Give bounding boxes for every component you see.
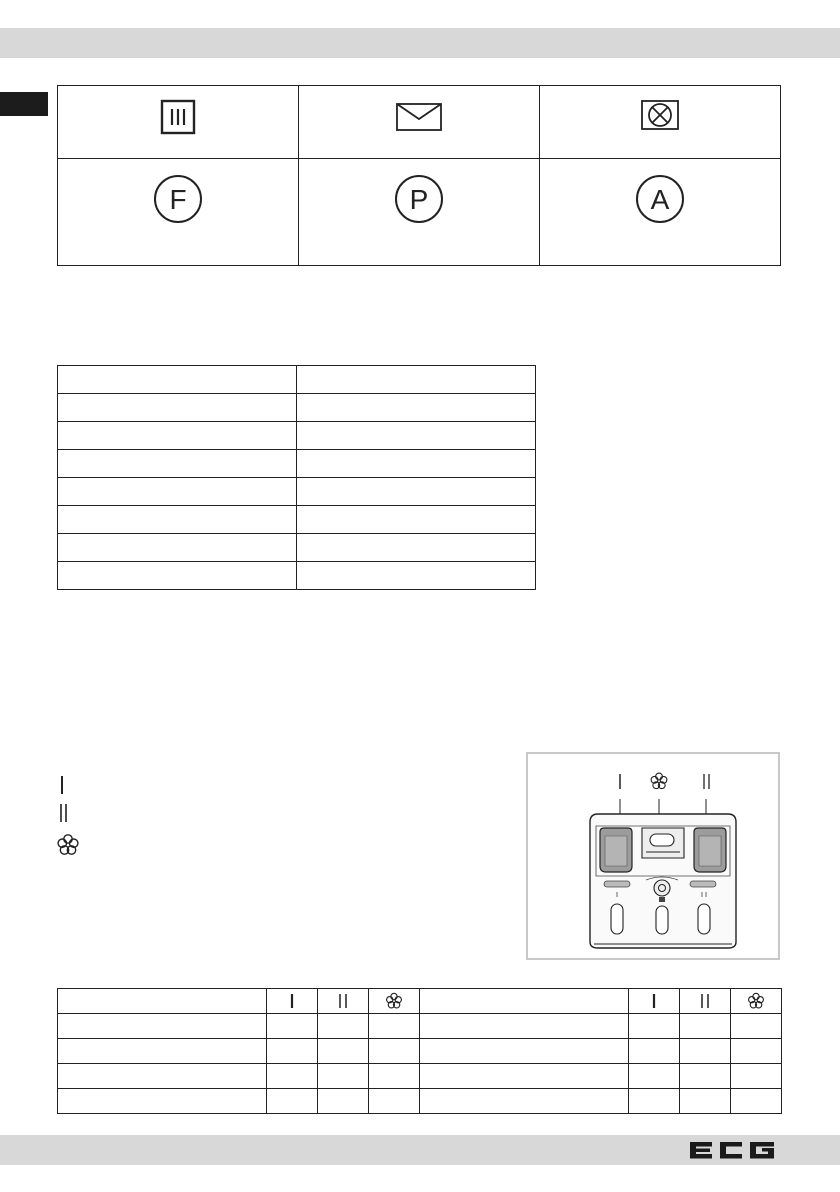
header-bar (0, 28, 840, 58)
table-row (58, 422, 536, 450)
table-header-row (58, 989, 782, 1014)
svg-text:A: A (650, 184, 670, 215)
care-symbols-table (57, 85, 781, 266)
ecg-logo (688, 1138, 776, 1162)
symbol-cell (540, 159, 781, 266)
single-bar-icon (649, 993, 659, 1009)
symbol-cell (299, 159, 540, 266)
double-bar-icon (704, 774, 709, 789)
dispenser-diagram (526, 752, 780, 960)
flower-icon (747, 992, 765, 1010)
table-row (58, 1014, 782, 1039)
table-row (58, 366, 536, 394)
circle-letter-icon (152, 173, 204, 225)
double-bar-icon (337, 993, 349, 1009)
circle-letter-icon (393, 173, 445, 225)
double-bar-icon (699, 993, 711, 1009)
symbol-cell (58, 159, 299, 266)
flower-icon (651, 773, 667, 789)
table-row (58, 506, 536, 534)
single-bar-icon (287, 993, 297, 1009)
svg-text:F: F (169, 184, 187, 215)
table-row (58, 450, 536, 478)
language-tab (0, 92, 48, 116)
table-row (58, 478, 536, 506)
table-row (58, 1089, 782, 1114)
dosing-table (57, 988, 782, 1114)
crossed-circle-square-icon (638, 98, 682, 134)
table-row (58, 562, 536, 590)
spec-table (57, 365, 536, 590)
table-row (58, 534, 536, 562)
envelope-icon (394, 98, 444, 134)
three-bars-square-icon (158, 98, 198, 136)
symbol-cell (58, 86, 299, 159)
symbol-cell (299, 86, 540, 159)
table-row (58, 394, 536, 422)
table-row (58, 1039, 782, 1064)
double-bar-icon (58, 803, 88, 823)
circle-letter-icon (634, 173, 686, 225)
flower-icon (56, 833, 80, 857)
svg-text:P: P (409, 184, 429, 215)
single-bar-icon (58, 775, 88, 795)
dispenser-drawing (528, 754, 778, 958)
table-row (58, 1064, 782, 1089)
flower-icon (385, 992, 403, 1010)
symbol-cell (540, 86, 781, 159)
